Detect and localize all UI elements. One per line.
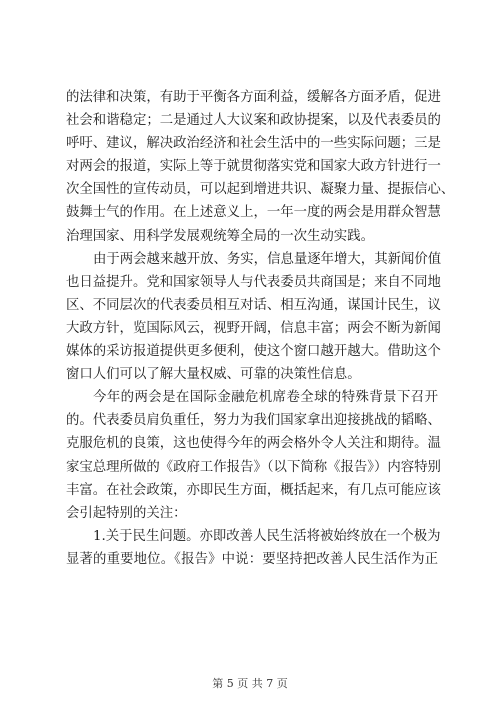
text-line: 呼吁、建议，解决政治经济和社会生活中的一些实际问题；三是 <box>66 136 441 152</box>
text-line: 今年的两会是在国际金融危机席卷全球的特殊背景下召开 <box>93 390 438 406</box>
text-line: 窗口人们可以了解大量权威、可靠的决策性信息。 <box>66 367 361 383</box>
text-line: 的。代表委员肩负重任，努力为我们国家拿出迎接挑战的韬略、 <box>66 413 441 429</box>
text-line: 丰富。在社会政策，亦即民生方面，概括起来，有几点可能应该 <box>66 482 441 498</box>
page-number-footer: 第 5 页 共 7 页 <box>212 677 288 690</box>
text-line: 媒体的采访报道提供更多便利，使这个窗口越开越大。借助这个 <box>66 344 441 360</box>
paragraph <box>66 86 455 248</box>
text-line: 显著的重要地位。《报告》中说：要坚持把改善人民生活作为正 <box>66 551 438 567</box>
text-line: 家宝总理所做的《政府工作报告》（以下简称《报告》）内容特别 <box>66 459 441 475</box>
text-line: 鼓舞士气的作用。在上述意义上，一年一度的两会是用群众智慧 <box>66 205 441 221</box>
paragraph <box>66 525 441 571</box>
paragraph <box>66 248 442 387</box>
text-line: 区、不同层次的代表委员相互对话、相互沟通，谋国计民生，议 <box>66 297 441 313</box>
text-line: 的法律和决策，有助于平衡各方面利益，缓解各方面矛盾，促进 <box>66 90 441 105</box>
text-line: 1.关于民生问题。亦即改善人民生活将被始终放在一个极为 <box>93 528 441 544</box>
text-line: 克服危机的良策，这也使得今年的两会格外令人关注和期待。温 <box>66 436 441 452</box>
text-line: 社会和谐稳定；二是通过人大议案和政协提案，以及代表委员的 <box>66 113 441 129</box>
text-line: 对两会的报道，实际上等于就贯彻落实党和国家大政方针进行一 <box>66 159 441 175</box>
text-line: 由于两会越来越开放、务实，信息量逐年增大，其新闻价值 <box>93 251 442 267</box>
body-text <box>66 86 455 571</box>
text-line: 大政方针，览国际风云，视野开阔，信息丰富；两会不断为新闻 <box>66 320 441 336</box>
text-line: 次全国性的宣传动员，可以起到增进共识、凝聚力量、提振信心、 <box>66 182 455 198</box>
text-line: 治理国家、用科学发展观统筹全局的一次生动实践。 <box>66 228 374 244</box>
text-line: 也日益提升。党和国家领导人与代表委员共商国是；来自不同地 <box>66 274 441 290</box>
text-line: 会引起特别的关注： <box>66 505 187 521</box>
paragraph <box>66 386 441 525</box>
